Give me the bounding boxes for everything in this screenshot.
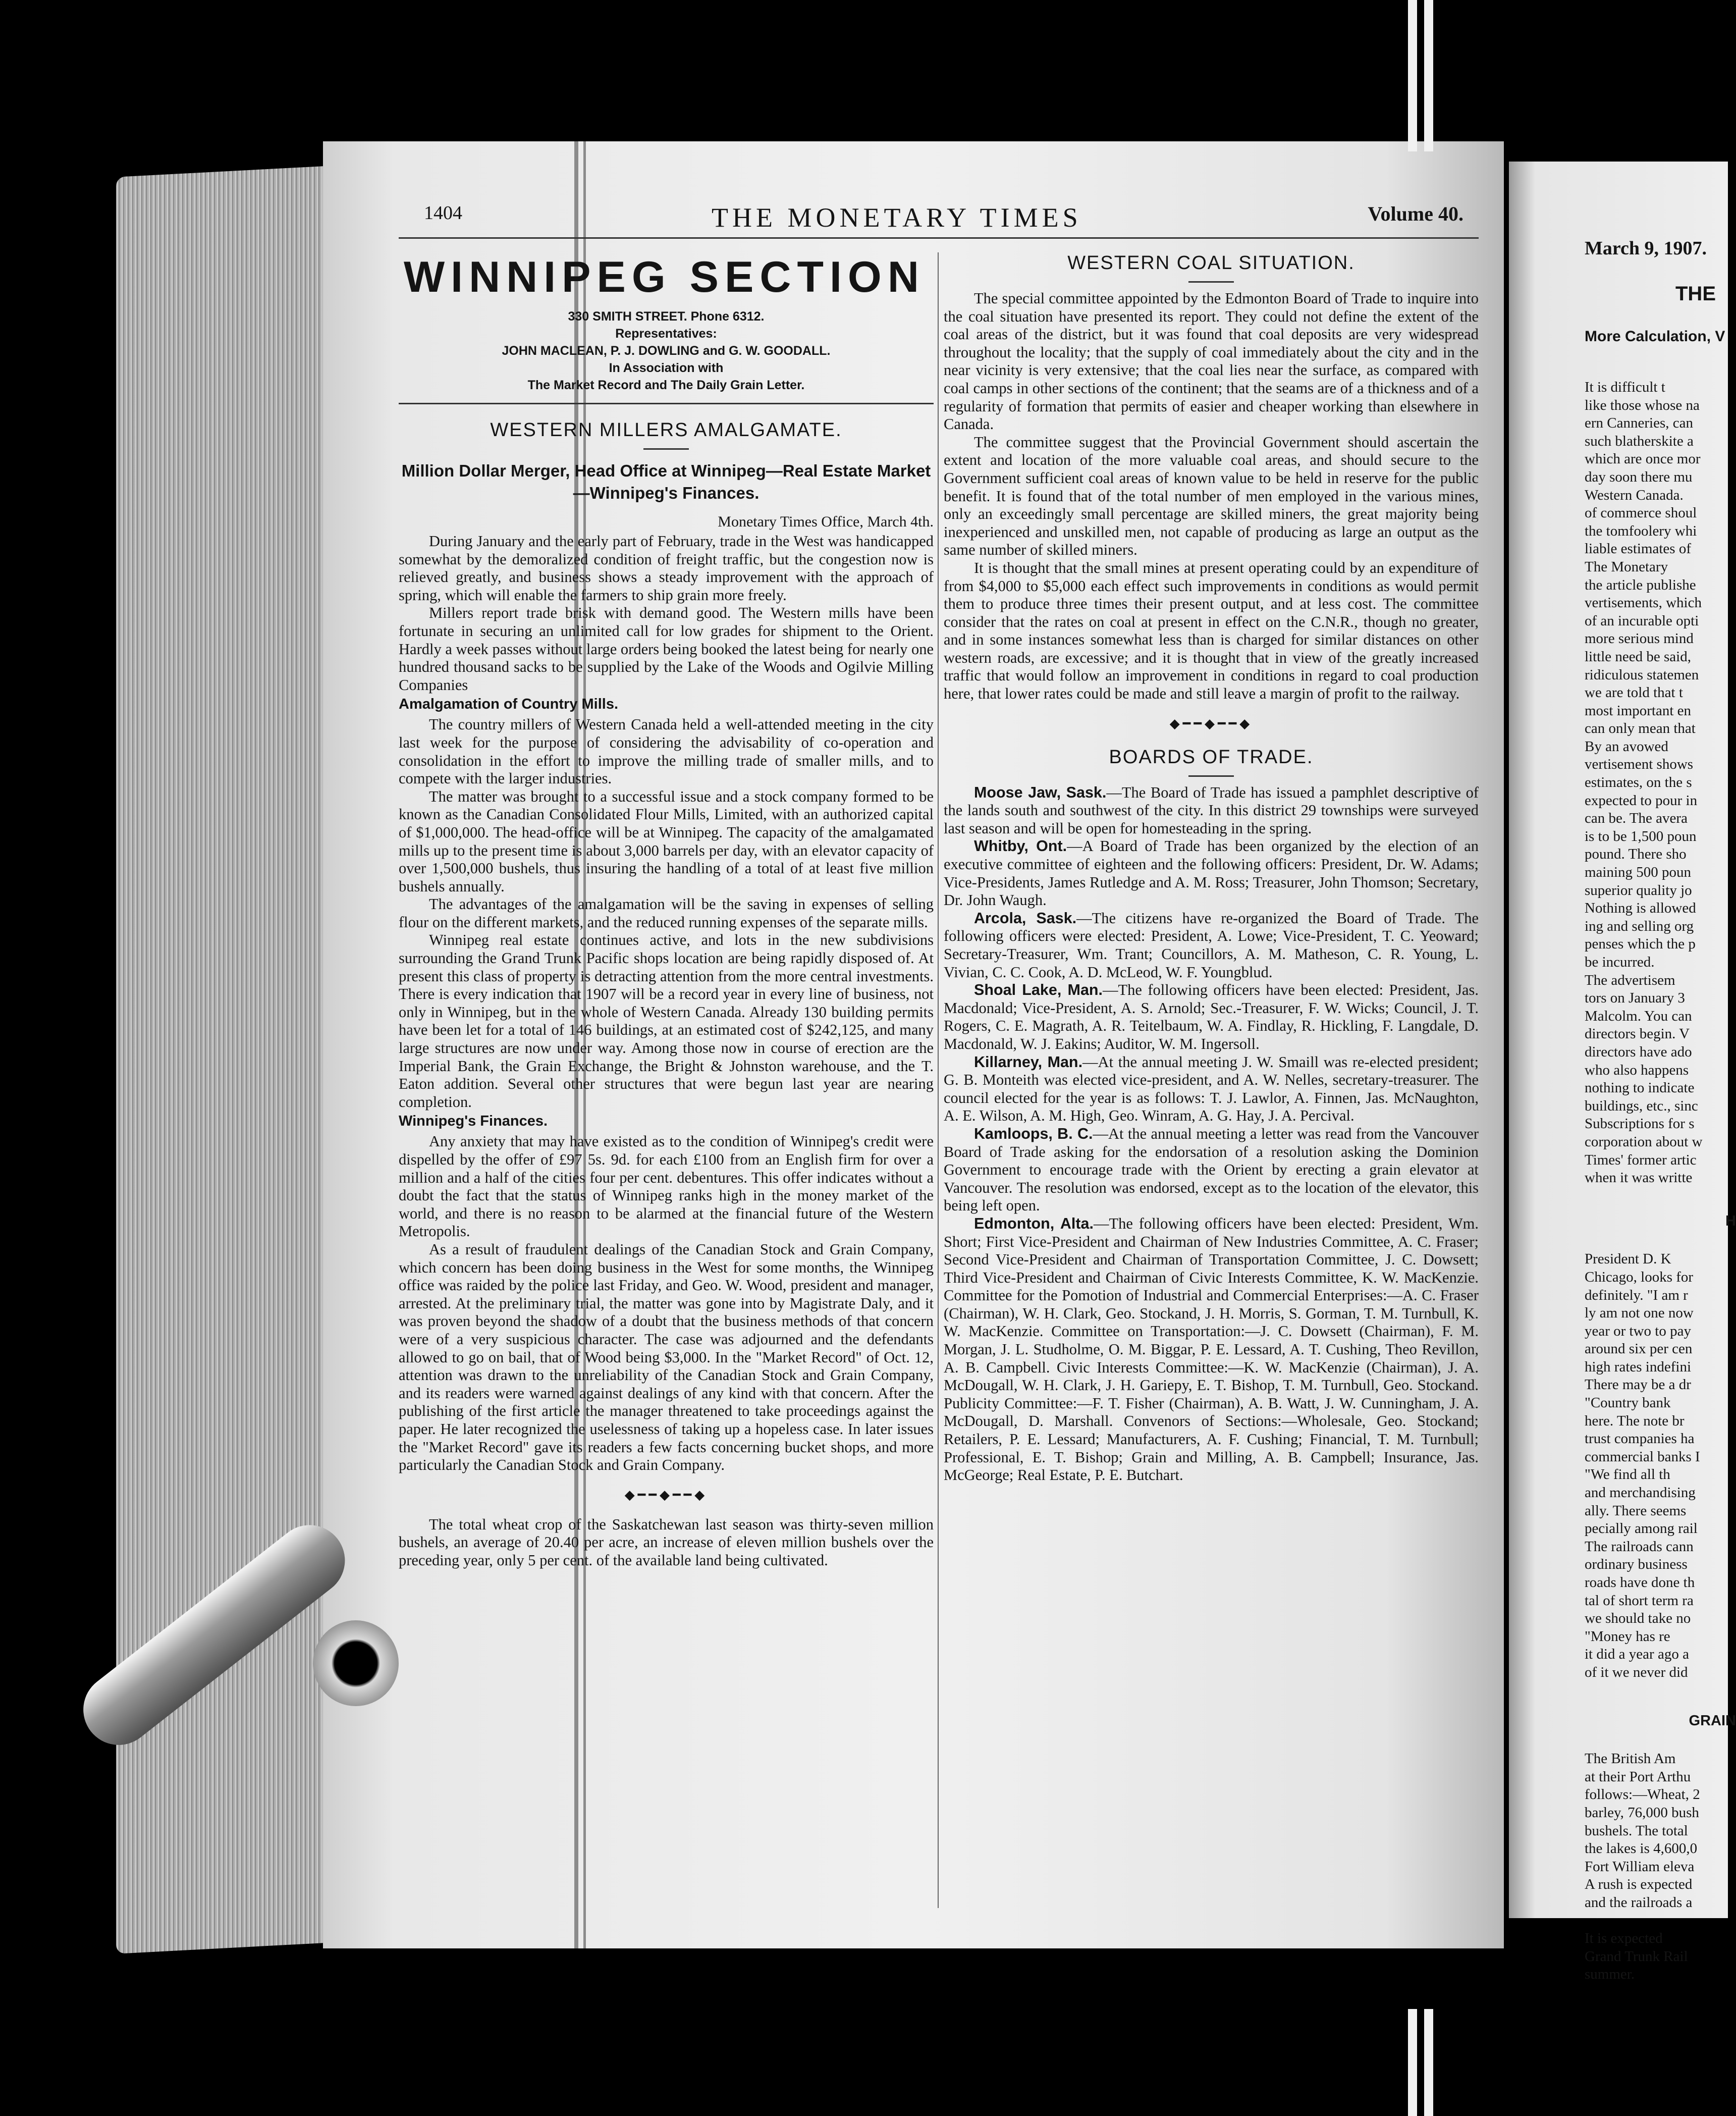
facing-page-line: like those whose na — [1585, 397, 1700, 413]
facing-page-line: Grand Trunk Rail — [1585, 1948, 1688, 1965]
facing-page-line: tors on January 3 — [1585, 990, 1685, 1007]
facing-page-line: pecially among rail — [1585, 1520, 1698, 1537]
representatives-label: Representatives: — [615, 327, 717, 341]
facing-page-line: pound. There sho — [1585, 846, 1687, 863]
board-place: Arcola, Sask. — [974, 909, 1077, 927]
facing-page-heading: THE — [1675, 283, 1716, 305]
facing-page-line: By an avowed — [1585, 738, 1668, 755]
facing-page-line: directors have ado — [1585, 1043, 1692, 1060]
board-place: Whitby, Ont. — [974, 837, 1067, 855]
facing-page-line: President D. K — [1585, 1251, 1671, 1267]
facing-page-line: ridiculous statemen — [1585, 666, 1699, 683]
facing-page-line: The Monetary — [1585, 558, 1668, 575]
facing-page-line: at their Port Arthu — [1585, 1768, 1691, 1785]
facing-page-line: vertisements, which — [1585, 595, 1702, 611]
facing-page-line: Nothing is allowed — [1585, 900, 1696, 917]
facing-page-line: ly am not one now — [1585, 1305, 1694, 1321]
paragraph: During January and the early part of February, trade in the West was handicapped somewhat by the demoralized condition of freight traffic, but the congestion now is relieved greatly, and business shows a steady improvement with the approach of spring, which will enable the farmers to ship grain more freely. — [399, 533, 934, 604]
facing-page-line: we should take no — [1585, 1610, 1691, 1627]
facing-page-line: summer. — [1585, 1966, 1635, 1983]
board-text: —The following officers have been elected: President, Wm. Short; First Vice-President and Chairman of New Industries Committee, A. C. Fraser; Second Vice-President and Chairman of Transportation Committee, J. C. Dowsett; Third Vice-President and Chairman of Civic Interests Committee, K. W. MacKenzie. Committee for the Pomotion of Industrial and Commercial Enterprises:—A. C. Fraser (Chairman), W. H. Clark, Geo. Stockand, J. H. Morris, S. Gorman, T. M. Turnbull, K. W. MacKenzie. Committee on Transportation:—J. C. Dowsett (Chairman), F. M. Morgan, J. L. Studholme, O. M. Biggar, P. E. Lessard, A. T. Cushing, Theo Revillon, A. B. Campbell. Civic Interests Committee:—K. W. MacKenzie (Chairman), J. A. McDougall, W. H. Clark, J. H. Gariepy, E. T. Bishop, T. M. Turnbull, Geo. Stockand. Publicity Committee:—F. T. Fisher (Chairman), A. B. Watt, J. W. Cunningham, J. A. McDougall, D. Marshall. Convenors of Sections:—Wholesale, Geo. Stockand; Retailers, P. E. Lessard; Manufacturers, A. F. Cushing; Financial, T. M. Turnbull; Professional, E. T. Bishop; Grain and Milling, A. B. Campbell; Insurance, Jas. McGeorge; Real Estate, P. E. Butchart. — [944, 1214, 1479, 1484]
association-label: In Association with — [609, 361, 724, 375]
facing-page-line: and merchandising — [1585, 1485, 1696, 1501]
article-headline: WESTERN COAL SITUATION. — [1067, 252, 1355, 274]
facing-page-line: ern Canneries, can — [1585, 415, 1693, 432]
board-entry — [944, 1125, 1479, 1215]
film-sprocket-mark — [1424, 2009, 1433, 2116]
facing-page-line: The British Am — [1585, 1751, 1676, 1767]
facing-page-line: follows:—Wheat, 2 — [1585, 1786, 1700, 1803]
facing-page-line: more serious mind — [1585, 630, 1694, 647]
board-entry — [944, 981, 1479, 1053]
page-number: 1404 — [424, 202, 462, 224]
ornament-divider: ◆━━◆━━◆ — [624, 1487, 708, 1502]
article-headline: BOARDS OF TRADE. — [1109, 746, 1314, 768]
facing-page-line: trust companies ha — [1585, 1431, 1695, 1447]
facing-page-heading: GRAIN — [1689, 1712, 1736, 1729]
volume-label: Volume 40. — [1368, 202, 1463, 225]
facing-page-line: It is difficult t — [1585, 379, 1665, 395]
subheading: Winnipeg's Finances. — [399, 1113, 548, 1130]
board-text: —The following officers have been elected: President, Jas. Macdonald; Vice-President, A. S. Arnold; Sec.-Treasurer, F. W. Wicks; Council, J. T. Rogers, C. E. Magrath, A. R. Teitelbaum, W. A. Findlay, R. Hickling, F. Langdale, D. Macdonald, W. J. Eakins; Auditor, W. M. Ingersoll. — [944, 981, 1479, 1052]
film-sprocket-mark — [1424, 0, 1433, 151]
facing-page-line: Subscriptions for s — [1585, 1116, 1695, 1132]
facing-page-line: corporation about w — [1585, 1133, 1703, 1150]
facing-page-line: bushels. The total — [1585, 1822, 1688, 1839]
facing-page-line: be incurred. — [1585, 954, 1655, 970]
facing-page-line: The railroads cann — [1585, 1538, 1694, 1555]
association-names: The Market Record and The Daily Grain Letter. — [527, 378, 805, 392]
facing-page-line: expected to pour in — [1585, 792, 1698, 809]
facing-page-line — [1585, 1912, 1736, 1930]
facing-page-line: vertisement shows — [1585, 756, 1694, 773]
facing-page-line: ing and selling org — [1585, 918, 1694, 934]
paragraph: It is thought that the small mines at present operating could by an expenditure of from $4,000 to $5,000 each effect such improvements in conditions as would permit them to produce three times their present output, and at less cost. The committee consider that the rates on coal at present in effect on the C.N.R., though no greater, and in some instances somewhat less than is charged for similar distances on other western roads, are excessive; and it is thought that in view of the greatly increased traffic that would follow an improvement in conditions in regard to coal production here, that lower rates could be made and still leave a margin of profit to the railway. — [944, 559, 1479, 703]
paragraph: Millers report trade brisk with demand good. The Western mills have been fortunate in securing an unlimited call for low grades for shipment to the Orient. Hardly a week passes without large orders being booked the latest being for nearly one hundred thousand sacks to be supplied by the Lake of the Woods and Ogilvie Milling Companies — [399, 604, 934, 694]
article-headline: WESTERN MILLERS AMALGAMATE. — [490, 419, 842, 441]
facing-page-line: high rates indefini — [1585, 1358, 1692, 1375]
running-head — [353, 202, 1463, 242]
facing-page-line: superior quality jo — [1585, 882, 1692, 898]
paragraph: Winnipeg real estate continues active, and lots in the new subdivisions surrounding the Grand Trunk Pacific shops location are being rapidly disposed of. At present this class of property is detracting attention from the more central investments. There is every indication that 1907 will be a record year in every line of business, not only in Winnipeg, but in the whole of Western Canada. Already 130 building permits have been let for a total of 146 buildings, at an estimated cost of $242,125, and many large structures are now under way. Among those now in course of erection are the Imperial Bank, the Grain Exchange, the Bright & Johnston warehouse, and the T. Eaton addition. Several other structures that were begun last year are nearing completion. — [399, 931, 934, 1110]
facing-page-line: when it was writte — [1585, 1170, 1693, 1186]
facing-page-line: A rush is expected — [1585, 1876, 1693, 1893]
facing-page-line: "Country bank — [1585, 1395, 1671, 1411]
facing-page-line: here. The note br — [1585, 1412, 1685, 1429]
facing-page-line: directors begin. V — [1585, 1026, 1690, 1042]
facing-page-line: around six per cen — [1585, 1341, 1693, 1357]
facing-page-line: we are told that t — [1585, 684, 1683, 701]
facing-page-line: buildings, etc., sinc — [1585, 1097, 1698, 1114]
facing-page-line: who also happens — [1585, 1062, 1689, 1078]
pen-tip — [313, 1620, 399, 1706]
facing-page-line: Malcolm. You can — [1585, 1008, 1692, 1024]
divider — [1188, 281, 1234, 283]
header-rule — [399, 237, 1479, 239]
facing-page-line: Western Canada. — [1585, 487, 1684, 503]
facing-page-line: of an incurable opti — [1585, 612, 1699, 629]
paragraph: The special committee appointed by the Edmonton Board of Trade to inquire into the coal situation have presented its report. They could not define the extent of the coal areas of the district, but it was found that coal deposits are very widespread throughout the locality; that the supply of coal immediately about the city and in the near vicinity is very extensive; that the coal lies near the surface, as compared with coal camps in other sections of the continent; that the seams are of a thickness and of a regularity of formation that permits of easier and cheaper working than elsewhere in Canada. — [944, 290, 1479, 433]
film-sprocket-mark — [1408, 2009, 1417, 2116]
board-entry — [944, 1215, 1479, 1485]
facing-page-subheading: More Calculation, V — [1585, 328, 1725, 345]
paragraph: As a result of fraudulent dealings of the Canadian Stock and Grain Company, which concern has been doing business in the West for some months, the Winnipeg office was raided by the police last Friday, and Geo. W. Wood, president and manager, arrested. At the preliminary trial, the matter was gone into by Magistrate Daly, and it was proven beyond the shadow of a doubt that the business methods of that concern were of a very suspicious character. The case was adjourned and the defendants allowed to go on bail, that of Wood being $3,000. In the "Market Record" of Oct. 12, attention was drawn to the unreliability of the Canadian Stock and Grain Company, and its readers were warned against dealings of any kind with that concern. After the publishing of the first article the manager threatened to take proceedings against the paper. He later recognized the uselessness of taking up a hopeless case. In later issues the "Market Record" gave its readers a few facts concerning bucket shops, and more particularly the Canadian Stock and Grain Company. — [399, 1240, 934, 1474]
facing-page-text — [1585, 379, 1736, 1984]
board-text: —At the annual meeting J. W. Smaill was re-elected president; G. B. Monteith was elected vice-president, and A. W. Nelles, secretary-treasurer. The council elected for the year is as follows: T. J. Lawlor, A. Finnen, Jas. McNaughton, A. E. Wilson, A. M. High, Geo. Winram, A. G. Hay, J. A. Percival. — [944, 1053, 1479, 1125]
paragraph: The advantages of the amalgamation will be the saving in expenses of selling flour on the different markets, and the reduced running expenses of the separate mills. — [399, 895, 934, 931]
paragraph: The country millers of Western Canada held a well-attended meeting in the city last week for the purpose of considering the advisability of co-operation and consolidation in the effort to improve the milling trade of smaller mills, and to compete with the larger industries. — [399, 716, 934, 787]
facing-page-line: Fort William eleva — [1585, 1858, 1695, 1875]
facing-page-line: The advertisem — [1585, 972, 1675, 988]
film-sprocket-mark — [1408, 0, 1417, 151]
divider — [1188, 775, 1234, 777]
facing-page-line: "We find all th — [1585, 1466, 1670, 1483]
facing-page-line: of it we never did — [1585, 1664, 1688, 1680]
facing-page-line: such blatherskite a — [1585, 433, 1694, 449]
facing-page-line: day soon there mu — [1585, 468, 1693, 485]
facing-page-line: the article publishe — [1585, 576, 1696, 593]
facing-page-line: tal of short term ra — [1585, 1592, 1694, 1609]
paragraph: The matter was brought to a successful issue and a stock company formed to be known as the Canadian Consolidated Flour Mills, Limited, with an authorized capital of $1,000,000. The head-office will be at Winnipeg. The capacity of the amalgamated mills up to the present time is about 3,000 barrels per day, with an elevator capacity of over 1,500,000 bushels, thus insuring the handling of a total of at least five million bushels annually. — [399, 787, 934, 895]
facing-page-line: barley, 76,000 bush — [1585, 1804, 1699, 1821]
facing-page-line: can only mean that — [1585, 720, 1696, 737]
left-column — [399, 252, 934, 1943]
facing-page-line: There may be a dr — [1585, 1377, 1691, 1393]
facing-page-line: liable estimates of — [1585, 541, 1691, 557]
subheading: Amalgamation of Country Mills. — [399, 696, 619, 713]
ornament-divider: ◆━━◆━━◆ — [1169, 716, 1253, 731]
facing-page-line: ordinary business — [1585, 1556, 1688, 1573]
facing-page-line: nothing to indicate — [1585, 1080, 1695, 1096]
board-text: —A Board of Trade has been organized by the election of an executive committee of eighteen and the following officers: President, Dr. W. Adams; Vice-Presidents, James Rutledge and A. M. Ross; Treasurer, John Thomson; Secretary, Dr. John Waugh. — [944, 837, 1479, 909]
facing-page-line: ally. There seems — [1585, 1502, 1687, 1519]
paragraph: Any anxiety that may have existed as to the condition of Winnipeg's credit were dispelled by the offer of £97 5s. 9d. for each £100 from an English firm for over a million and a half of the cities four per cent. debentures. This offer indicates without a doubt the fact that the status of Winnipeg ranks high in the money market of the world, and there is no reason to be alarmed at the financial future of the Western Metropolis. — [399, 1133, 934, 1240]
facing-page-line: "Money has re — [1585, 1628, 1670, 1645]
facing-page-line: and the railroads a — [1585, 1894, 1693, 1911]
facing-page-line: which are once mor — [1585, 451, 1701, 467]
board-place: Killarney, Man. — [974, 1053, 1083, 1071]
board-place: Moose Jaw, Sask. — [974, 783, 1107, 801]
paragraph: The committee suggest that the Provincial Government should ascertain the extent and location of the more valuable coal areas, and should secure to the Government sufficient coal areas of known value to be held in reserve for the public benefit. It is found that of the total number of men employed in the various mines, only an exceedingly small percentage are skilled miners, the great majority being inexperienced and unskilled men, not capable of producing as large an output as the same number of skilled miners. — [944, 433, 1479, 559]
facing-page-line: Chicago, looks for — [1585, 1268, 1694, 1285]
divider — [643, 448, 689, 450]
divider — [399, 403, 934, 404]
board-entry — [944, 1053, 1479, 1125]
facing-page-line: commercial banks I — [1585, 1448, 1700, 1465]
right-column — [944, 252, 1479, 1943]
facing-page-line: the tomfoolery whi — [1585, 522, 1697, 539]
facing-page-line: it did a year ago a — [1585, 1646, 1689, 1663]
board-text: —The citizens have re-organized the Board of Trade. The following officers were elected: President, A. Lowe; Vice-President, T. C. Yeoward; Secretary-Treasurer, Wm. Trant; Councillors, A. M. Matheson, C. R. Young, L. Vivian, C. C. Cook, A. D. McLeod, W. F. Youngblud. — [944, 909, 1479, 981]
article-subheadline: Million Dollar Merger, Head Office at Winnipeg—Real Estate Market—Winnipeg's Finances. — [401, 461, 931, 502]
facing-page-line: penses which the p — [1585, 936, 1696, 953]
facing-page-heading: H — [1725, 1212, 1736, 1229]
facing-page-line: the lakes is 4,600,0 — [1585, 1840, 1698, 1857]
facing-page-date: March 9, 1907. — [1585, 238, 1707, 259]
representatives-names: JOHN MACLEAN, P. J. DOWLING and G. W. GOODALL. — [502, 344, 831, 358]
board-entry — [944, 784, 1479, 838]
office-address: 330 SMITH STREET. Phone 6312. — [568, 309, 765, 324]
board-entry — [944, 910, 1479, 981]
board-place: Edmonton, Alta. — [974, 1214, 1094, 1232]
dateline: Monetary Times Office, March 4th. — [718, 513, 934, 530]
facing-page-line: estimates, on the s — [1585, 774, 1692, 791]
facing-page-line: maining 500 poun — [1585, 864, 1692, 881]
publication-title: THE MONETARY TIMES — [712, 202, 1082, 233]
column-rule — [938, 252, 939, 1908]
facing-page-line: most important en — [1585, 702, 1692, 719]
boards-of-trade-list — [944, 784, 1479, 1485]
board-place: Kamloops, B. C. — [974, 1125, 1093, 1142]
facing-page-line: is to be 1,500 poun — [1585, 828, 1697, 844]
facing-page-line: can be. The avera — [1585, 810, 1688, 827]
facing-page-line: little need be said, — [1585, 648, 1691, 665]
facing-page-line: roads have done th — [1585, 1574, 1695, 1591]
facing-page-line: It is expected — [1585, 1930, 1663, 1947]
board-text: —At the annual meeting a letter was read from the Vancouver Board of Trade asking for the endorsation of a resolution asking the Dominion Government to encourage trade with the Orient by erecting a grain elevator at Vancouver. The resolution was endorsed, except as to the location of the elevator, this being left open. — [944, 1125, 1479, 1214]
facing-page-line: of commerce shoul — [1585, 505, 1697, 521]
facing-page-line: year or two to pay — [1585, 1322, 1691, 1339]
facing-page-line: definitely. "I am r — [1585, 1287, 1688, 1303]
board-text: —The Board of Trade has issued a pamphlet descriptive of the lands south and southwest of the city. In this district 29 townships were surveyed last season and will be open for homesteading in the spring. — [944, 783, 1479, 837]
board-entry — [944, 837, 1479, 909]
facing-page — [1509, 162, 1736, 1983]
section-title: WINNIPEG SECTION — [404, 253, 925, 301]
paragraph: The total wheat crop of the Saskatchewan last season was thirty-seven million bushels, an average of 20.40 per acre, an increase of eleven million bushels over the preceding year, only 5 per cent. of the available land being cultivated. — [399, 1515, 934, 1569]
board-place: Shoal Lake, Man. — [974, 981, 1103, 999]
facing-page-line: Times' former artic — [1585, 1151, 1697, 1168]
